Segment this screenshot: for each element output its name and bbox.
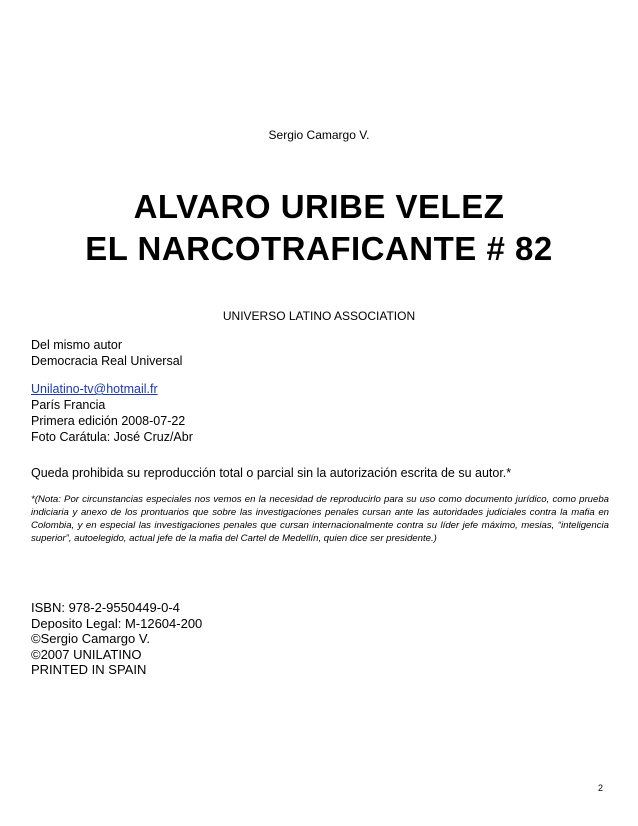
footnote: *(Nota: Por circunstancias especiales nos vemos en la necesidad de reproducirlo para su uso como documento jurídico, como prueba indiciaria y anexo de los prontuarios que sobre las investigaciones penales cursan ante las autoridades judiciales contra la mafia en Colombia, y en especial las investigaciones penales que cursan internacionalmente contra su líder jefe máximo, mesias, “inteligencia superior”, autoelegido, actual jefe de la mafia del Cartel de Medellín, quien dice ser presidente.) xyxy=(31,494,609,544)
city: París Francia xyxy=(31,398,106,412)
reproduction-notice: Queda prohibida su reproducción total o parcial sin la autorización escrita de su autor.* xyxy=(31,466,512,480)
edition-info xyxy=(31,337,193,445)
page-number: 2 xyxy=(598,783,604,793)
bibliographic-info xyxy=(31,600,202,678)
spacer xyxy=(31,369,193,381)
publisher-name: UNIVERSO LATINO ASSOCIATION xyxy=(222,309,416,323)
copyright-publisher: ©2007 UNILATINO xyxy=(31,646,142,662)
isbn: ISBN: 978-2-9550449-0-4 xyxy=(31,600,180,615)
same-author-label: Del mismo autor xyxy=(31,338,122,352)
printed-in: PRINTED IN SPAIN xyxy=(31,662,147,677)
same-author-work: Democracia Real Universal xyxy=(31,354,183,368)
legal-deposit: Deposito Legal: M-12604-200 xyxy=(31,615,203,631)
cover-photo-credit: Foto Carátula: José Cruz/Abr xyxy=(31,430,193,444)
copyright-author: ©Sergio Camargo V. xyxy=(31,631,150,646)
book-title-line-2: EL NARCOTRAFICANTE # 82 xyxy=(85,230,553,267)
first-edition: Primera edición 2008-07-22 xyxy=(31,414,186,428)
email-link[interactable]: Unilatino-tv@hotmail.fr xyxy=(31,382,158,396)
author-header: Sergio Camargo V. xyxy=(268,128,370,142)
book-title-line-1: ALVARO URIBE VELEZ xyxy=(133,188,505,225)
